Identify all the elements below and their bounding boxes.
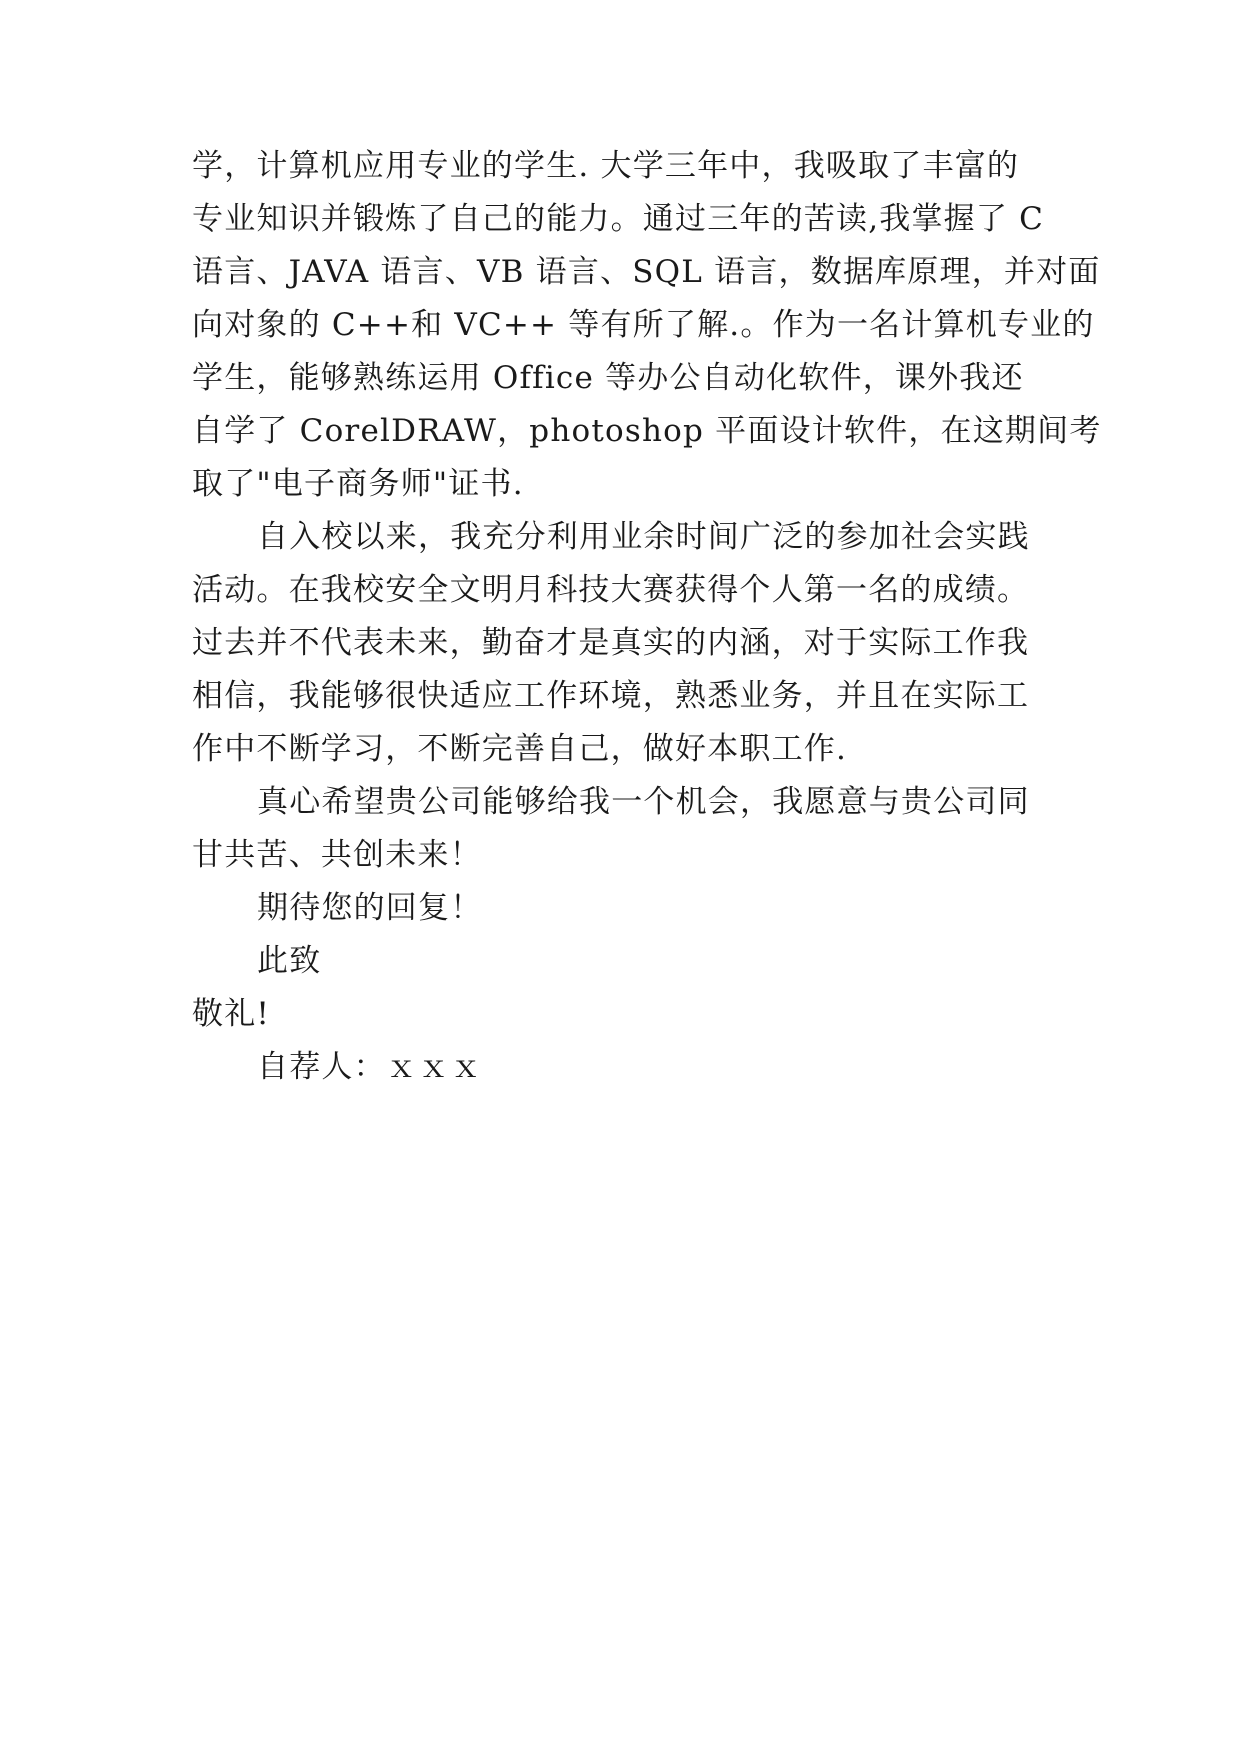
salutation-2: 敬礼! [192,996,271,1032]
paragraph-1-line-6: 自学了 CorelDRAW，photoshop 平面设计软件，在这期间考 [192,413,1102,449]
paragraph-1-line-4: 向对象的 C++和 VC++ 等有所了解.。作为一名计算机专业的 [192,307,1095,343]
signature: 自荐人：ｘｘｘ [257,1049,483,1085]
paragraph-2-line-5: 作中不断学习，不断完善自己，做好本职工作. [192,731,848,767]
paragraph-2-line-1: 自入校以来，我充分利用业余时间广泛的参加社会实践 [257,519,1030,555]
paragraph-1-line-7: 取了"电子商务师"证书. [192,466,524,502]
paragraph-1-line-1: 学，计算机应用专业的学生. 大学三年中，我吸取了丰富的 [192,148,1020,184]
paragraph-2-line-3: 过去并不代表未来，勤奋才是真实的内涵，对于实际工作我 [192,625,1030,661]
paragraph-2-line-2: 活动。在我校安全文明月科技大赛获得个人第一名的成绩。 [192,572,1030,608]
paragraph-1-line-5: 学生，能够熟练运用 Office 等办公自动化软件，课外我还 [192,360,1024,396]
paragraph-3-line-2: 甘共苦、共创未来！ [192,837,482,873]
paragraph-1-line-2: 专业知识并锻炼了自己的能力。通过三年的苦读,我掌握了 C [192,201,1045,237]
paragraph-2-line-4: 相信，我能够很快适应工作环境，熟悉业务，并且在实际工 [192,678,1030,714]
salutation-1: 此致 [257,943,322,979]
closing-line: 期待您的回复！ [257,890,483,926]
paragraph-3-line-1: 真心希望贵公司能够给我一个机会，我愿意与贵公司同 [257,784,1030,820]
paragraph-1-line-3: 语言、JAVA 语言、VB 语言、SQL 语言，数据库原理，并对面 [192,254,1101,290]
